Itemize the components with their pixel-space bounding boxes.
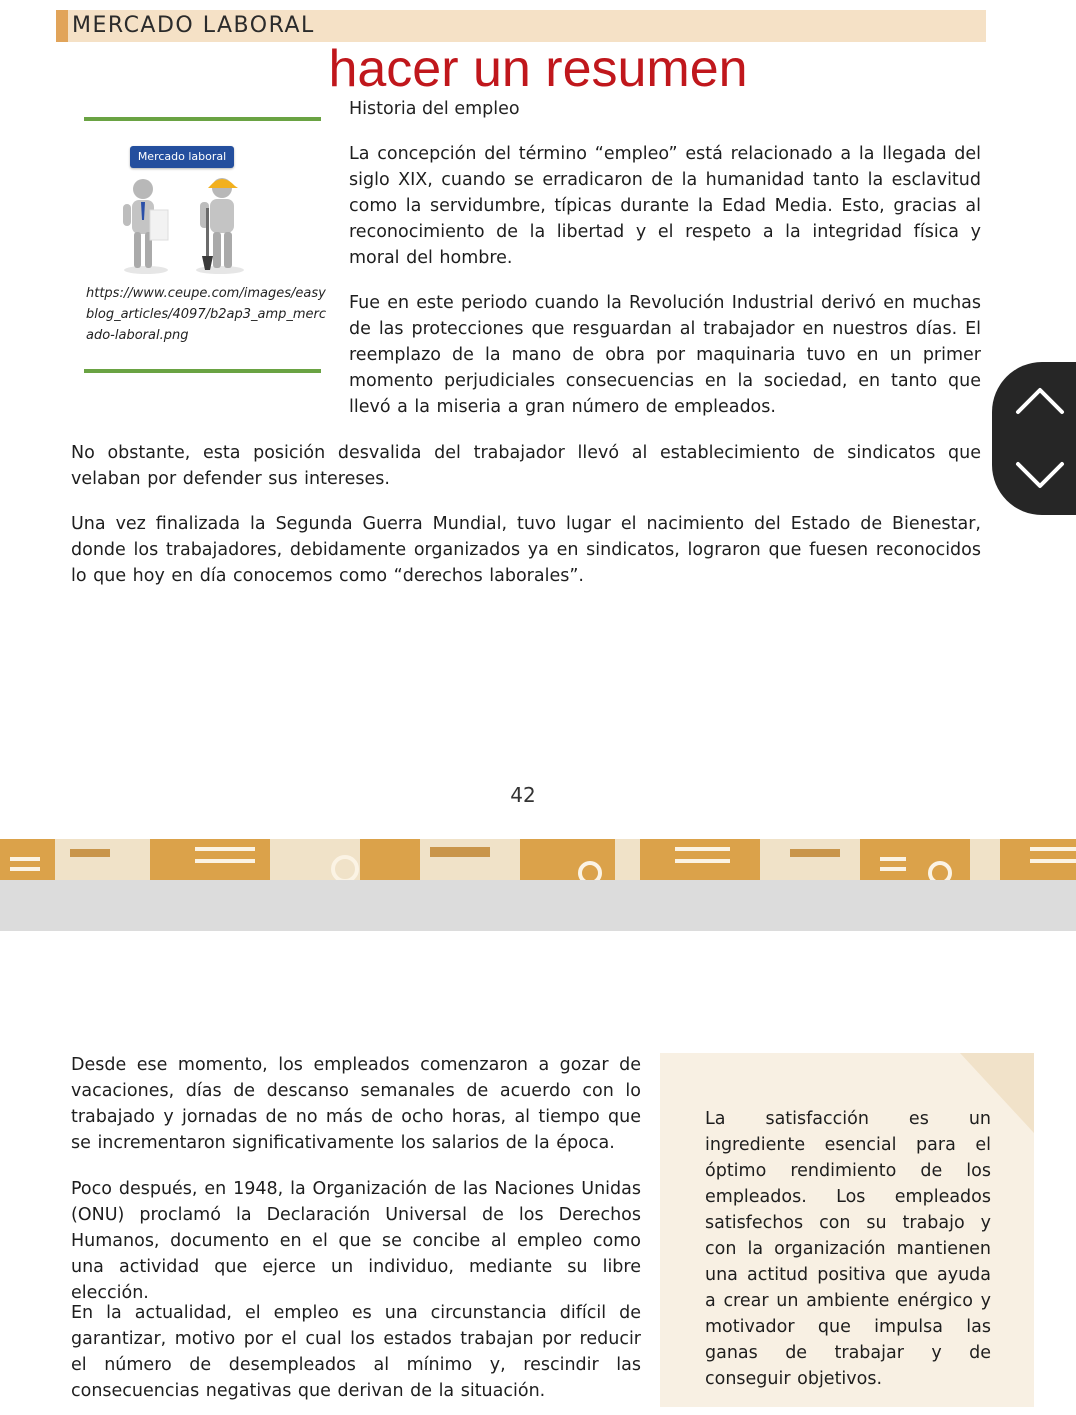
paragraph-onu: Poco después, en 1948, la Organización de las Naciones Unidas (ONU) proclamó la Declaración Universal de los Derechos Humanos, documento en el que se concibe al empleo como una actividad que ejerce un individuo, mediante su libre elección. — [71, 1179, 641, 1303]
paragraph-vacaciones: Desde ese momento, los empleados comenzaron a gozar de vacaciones, días de descanso semanales de acuerdo con lo trabajado y jornadas de no más de ocho horas, al tiempo que se incrementaron significativamente los salarios de la época. — [71, 1055, 641, 1153]
paragraph-revolucion: Fue en este periodo cuando la Revolución Industrial derivó en muchas de las protecciones que resguardan al trabajador en nuestros días. El reemplazo de la mano de obra por maquinaria tuvo en un primer momento perjudiciales consecuencias en la sociedad, en tanto que llevó a la miseria a gran número de empleados. — [349, 293, 981, 417]
paragraph-sindicatos: No obstante, esta posición desvalida del trabajador llevó al establecimiento de sindicatos que velaban por defender sus intereses. — [71, 443, 981, 489]
callout-text: La satisfacción es un ingrediente esencial para el óptimo rendimiento de los empleados. Los empleados satisfechos con su trabajo y con la organización mantienen una actitud positiva que ayuda a crear un ambiente enérgico y motivador que impulsa las ganas de trabajar y de conseguir objetivos. — [705, 1109, 991, 1389]
decorative-pattern-band — [0, 839, 1076, 880]
chevron-up-icon — [1008, 378, 1072, 426]
image-source-caption: https://www.ceupe.com/images/easyblog_articles/4097/b2ap3_amp_mercado-laboral.png — [86, 286, 327, 343]
page-gap — [0, 880, 1076, 931]
section-title: MERCADO LABORAL — [72, 13, 315, 38]
paragraph-actualidad: En la actualidad, el empleo es una circunstancia difícil de garantizar, motivo por el cual los estados trabajan por reducir el número de desempleados al mínimo y, rescindir las consecuencias negativas que derivan de la situación. — [71, 1303, 641, 1401]
green-divider-top — [84, 117, 321, 121]
scroll-navigation — [992, 362, 1076, 515]
paragraph-estado-bienestar: Una vez finalizada la Segunda Guerra Mundial, tuvo lugar el nacimiento del Estado de Bienestar, donde los trabajadores, debidamente organizados ya en sindicatos, lograron que fuesen reconocidos lo que hoy en día conocemos como “derechos laborales”. — [71, 514, 981, 586]
chevron-down-icon — [1008, 450, 1072, 498]
scroll-down-button[interactable] — [1008, 450, 1072, 498]
workers-figure-icon — [110, 140, 280, 280]
paragraph-concepcion: La concepción del término “empleo” está relacionado a la llegada del siglo XIX, cuando se erradicaron de la humanidad tanto la esclavitud como la servidumbre, típicas durante la Edad Media. Esto, gracias al reconocimiento de la libertad y el respeto a la integridad física y moral del hombre. — [349, 144, 981, 268]
image-tag: Mercado laboral — [130, 146, 234, 168]
mercado-laboral-illustration — [110, 140, 280, 280]
green-divider-bottom — [84, 369, 321, 373]
section-subheading: Historia del empleo — [349, 99, 520, 119]
page-number: 42 — [510, 783, 536, 807]
scroll-up-button[interactable] — [1008, 378, 1072, 426]
overlay-title: hacer un resumen — [328, 40, 748, 98]
section-header-accent — [56, 10, 68, 42]
